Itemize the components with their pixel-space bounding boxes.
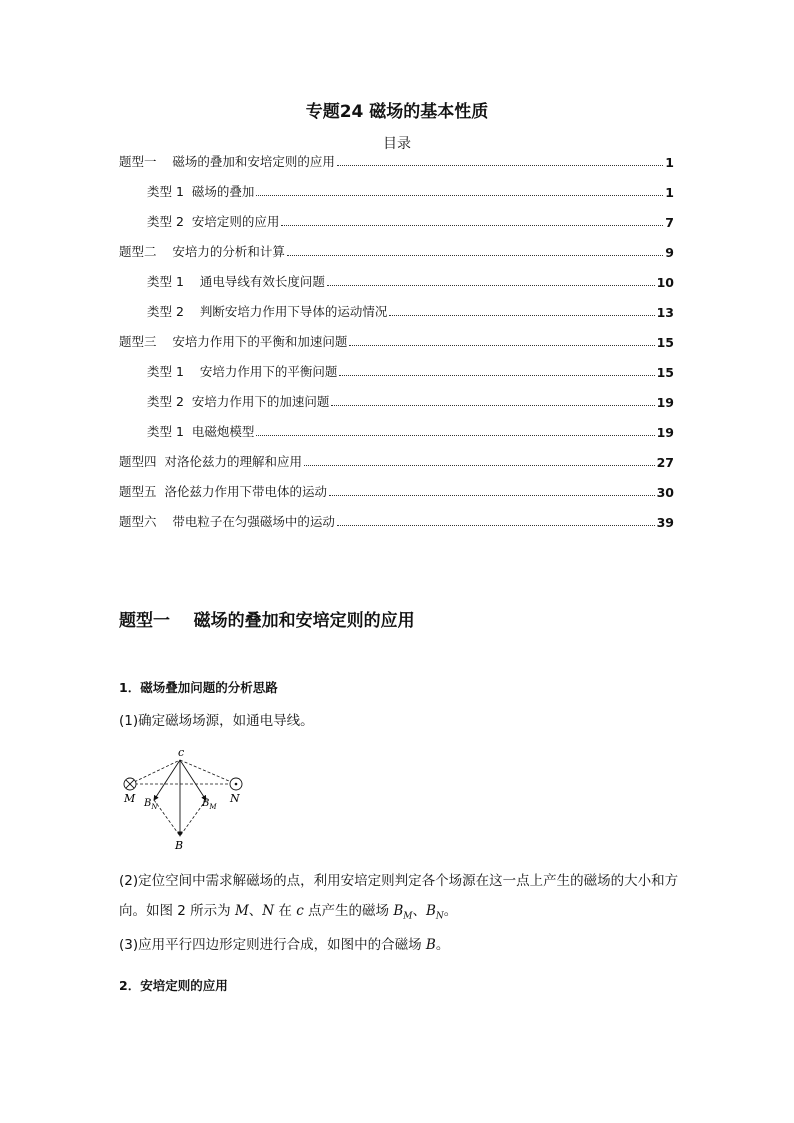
toc-leader-dots bbox=[256, 435, 654, 436]
dashed-line-c-N bbox=[180, 760, 236, 784]
toc-entry-label: 题型一 磁场的叠加和安培定则的应用 bbox=[119, 154, 335, 169]
toc-entry-label: 类型 2 判断安培力作用下导体的运动情况 bbox=[147, 304, 388, 319]
toc-leader-dots bbox=[304, 465, 655, 466]
toc-entry-label: 题型四 对洛伦兹力的理解和应用 bbox=[119, 454, 302, 469]
paragraph-2: (2)定位空间中需求解磁场的点，利用安培定则判定各个场源在这一点上产生的磁场的大小和方向。如图 2 所示为 M、N 在 c 点产生的磁场 $B_M$、$B_N$。 bbox=[119, 873, 679, 922]
toc-entry[interactable] bbox=[119, 242, 674, 260]
toc-leader-dots bbox=[331, 405, 654, 406]
toc-leader-dots bbox=[349, 345, 654, 346]
toc-leader-dots bbox=[329, 495, 655, 496]
label-BN: $B_N$ bbox=[144, 798, 158, 811]
toc-entry[interactable] bbox=[147, 182, 674, 200]
toc-entry[interactable] bbox=[119, 332, 674, 350]
toc-entry-label: 类型 1 磁场的叠加 bbox=[147, 184, 255, 199]
toc-entry-label: 类型 1 通电导线有效长度问题 bbox=[147, 274, 325, 289]
toc-page-number: 7 bbox=[665, 215, 674, 230]
toc-leader-dots bbox=[256, 195, 663, 196]
label-N: N bbox=[230, 792, 240, 805]
label-B: B bbox=[175, 839, 184, 852]
toc-entry[interactable] bbox=[119, 452, 674, 470]
toc-leader-dots bbox=[327, 285, 655, 286]
toc-page-number: 15 bbox=[656, 365, 674, 380]
toc-entry[interactable] bbox=[147, 302, 674, 320]
toc-entry-label: 题型五 洛伦兹力作用下带电体的运动 bbox=[119, 484, 327, 499]
paragraph-3: (3)应用平行四边形定则进行合成，如图中的合磁场 B。 bbox=[119, 937, 450, 953]
label-c: c bbox=[178, 746, 185, 759]
toc-page-number: 27 bbox=[656, 455, 674, 470]
toc-entry-label: 题型二 安培力的分析和计算 bbox=[119, 244, 285, 259]
toc-entry-label: 类型 1 安培力作用下的平衡问题 bbox=[147, 364, 338, 379]
toc-page-number: 1 bbox=[665, 185, 674, 200]
toc-page-number: 15 bbox=[656, 335, 674, 350]
toc-page-number: 30 bbox=[656, 485, 674, 500]
toc-leader-dots bbox=[281, 225, 663, 226]
toc-leader-dots bbox=[339, 375, 654, 376]
vector-BM bbox=[180, 760, 206, 800]
toc-page-number: 10 bbox=[656, 275, 674, 290]
toc-entry[interactable] bbox=[119, 512, 674, 530]
page-title: 专题24 磁场的基本性质 bbox=[305, 102, 489, 122]
toc-page-number: 1 bbox=[665, 155, 674, 170]
toc-entry[interactable] bbox=[119, 152, 674, 170]
toc-page-number: 39 bbox=[656, 515, 674, 530]
toc-entry[interactable] bbox=[147, 212, 674, 230]
toc-leader-dots bbox=[287, 255, 663, 256]
paragraph-1: (1)确定磁场场源，如通电导线。 bbox=[119, 713, 314, 729]
toc-heading: 目录 bbox=[383, 136, 411, 152]
subheading-1: 1．磁场叠加问题的分析思路 bbox=[119, 680, 278, 695]
toc-entry-label: 类型 1 电磁炮模型 bbox=[147, 424, 255, 439]
toc-page-number: 13 bbox=[656, 305, 674, 320]
toc-entry-label: 题型三 安培力作用下的平衡和加速问题 bbox=[119, 334, 348, 349]
toc-entry[interactable] bbox=[147, 272, 674, 290]
label-BM: $B_M$ bbox=[202, 798, 217, 811]
label-M: M bbox=[124, 792, 136, 805]
subheading-2: 2．安培定则的应用 bbox=[119, 978, 228, 993]
toc-entry-label: 题型六 带电粒子在匀强磁场中的运动 bbox=[119, 514, 335, 529]
toc-entry[interactable] bbox=[147, 422, 674, 440]
toc-page-number: 9 bbox=[665, 245, 674, 260]
section-heading: 题型一 磁场的叠加和安培定则的应用 bbox=[119, 611, 415, 631]
toc-entry[interactable] bbox=[147, 392, 674, 410]
dashed-line-BN-B bbox=[154, 800, 180, 836]
toc-entry-label: 类型 2 安培定则的应用 bbox=[147, 214, 280, 229]
toc-leader-dots bbox=[337, 525, 655, 526]
toc-entry[interactable] bbox=[147, 362, 674, 380]
toc-entry[interactable] bbox=[119, 482, 674, 500]
toc-leader-dots bbox=[337, 165, 663, 166]
toc-page-number: 19 bbox=[656, 425, 674, 440]
toc-entry-label: 类型 2 安培力作用下的加速问题 bbox=[147, 394, 330, 409]
magnetic-field-diagram bbox=[112, 744, 252, 856]
toc-page-number: 19 bbox=[656, 395, 674, 410]
toc-leader-dots bbox=[389, 315, 654, 316]
